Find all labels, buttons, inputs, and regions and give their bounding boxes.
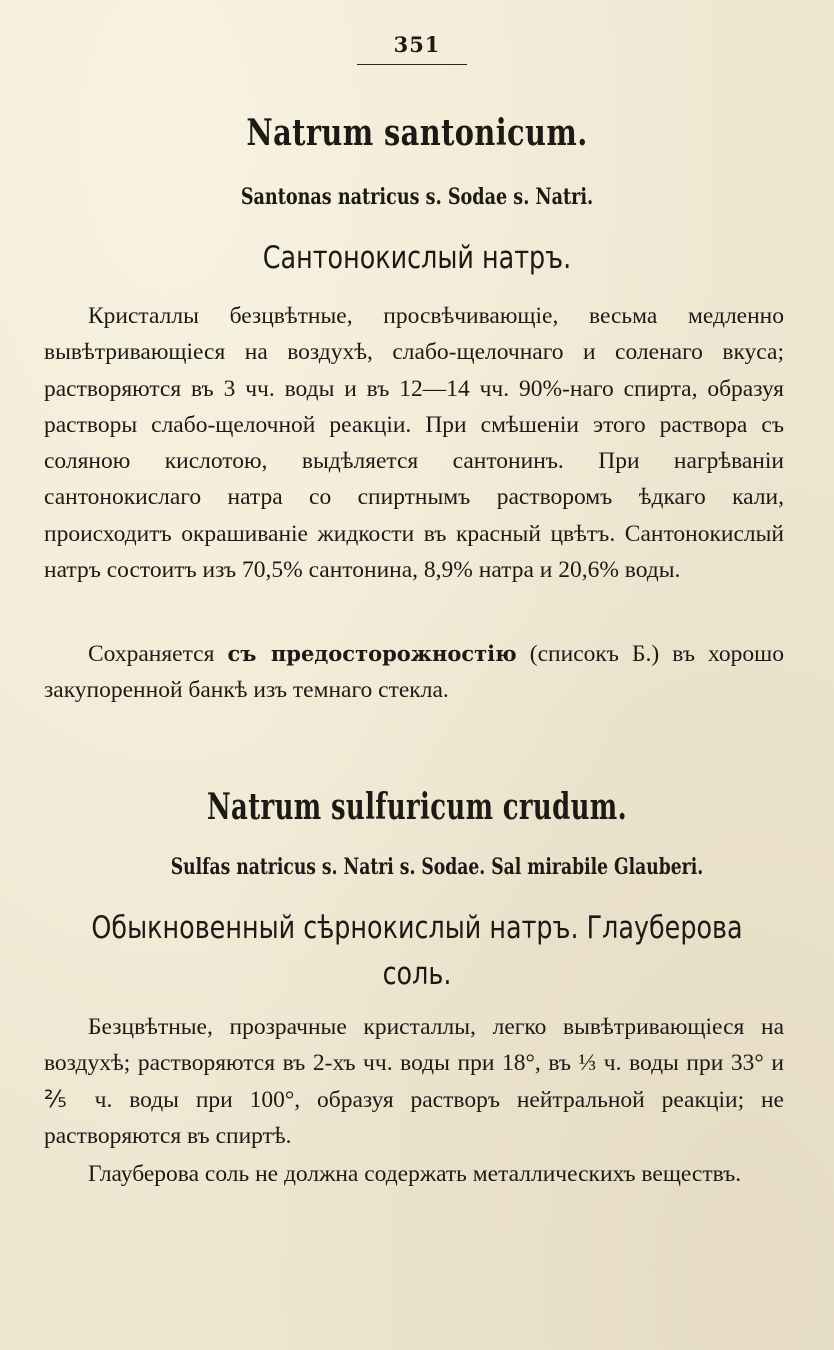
section2-russian-title-line2: соль.: [382, 956, 452, 992]
section2-russian-title: [75, 905, 759, 997]
section1-paragraph-description: Кристаллы безцвѣтные, просвѣчивающіе, весьма медленно вывѣтривающіеся на воздухѣ, слабо-щелочнаго и соленаго вкуса; растворяются въ 3 чч. воды и въ 12—14 чч. 90%-наго спирта, образуя растворы слабо-щелочной реакціи. При смѣшеніи этого раствора съ соляною кислотою, выдѣляется сантонинъ. При нагрѣваніи сантонокислаго натра со спиртнымъ растворомъ ѣдкаго кали, происходитъ окрашиваніе жидкости въ красный цвѣтъ. Сантонокислый натръ состоитъ изъ 70,5% сантонина, 8,9% натра и 20,6% воды.: [44, 303, 784, 584]
section1-paragraph-storage: [44, 636, 784, 709]
section2-latin-subtitle: Sulfas natricus s. Natri s. Sodae. Sal mirabile Glauberi.: [170, 854, 704, 880]
section2-russian-title-line1: Обыкновенный сѣрнокислый натръ. Глауберова: [91, 910, 743, 946]
storage-caution-text: съ предосторожностію: [227, 641, 517, 666]
storage-text-after: (списокъ Б.) въ хорошо закупоренной банкѣ изъ темнаго стекла.: [44, 641, 785, 704]
section2-latin-title: Natrum sulfuricum crudum.: [207, 786, 627, 828]
page-number: 351: [393, 32, 441, 57]
section2-paragraph-purity: Глауберова соль не должна содержать металлическихъ веществъ.: [88, 1161, 742, 1187]
section1-russian-title: Сантонокислый натръ.: [262, 240, 572, 276]
section1-latin-title: Natrum santonicum.: [246, 112, 588, 154]
storage-text-before: Сохраняется: [88, 641, 228, 667]
page-number-rule: [357, 64, 467, 65]
section2-paragraph-description: Безцвѣтные, прозрачные кристаллы, легко вывѣтривающіеся на воздухѣ; растворяются въ 2-хъ чч. воды при 18°, въ ⅓ ч. воды при 33° и ⅖ ч. воды при 100°, образуя растворъ нейтральной реакціи; не растворяются въ спиртѣ.: [44, 1014, 784, 1149]
section1-latin-subtitle: Santonas natricus s. Sodae s. Natri.: [240, 184, 594, 210]
